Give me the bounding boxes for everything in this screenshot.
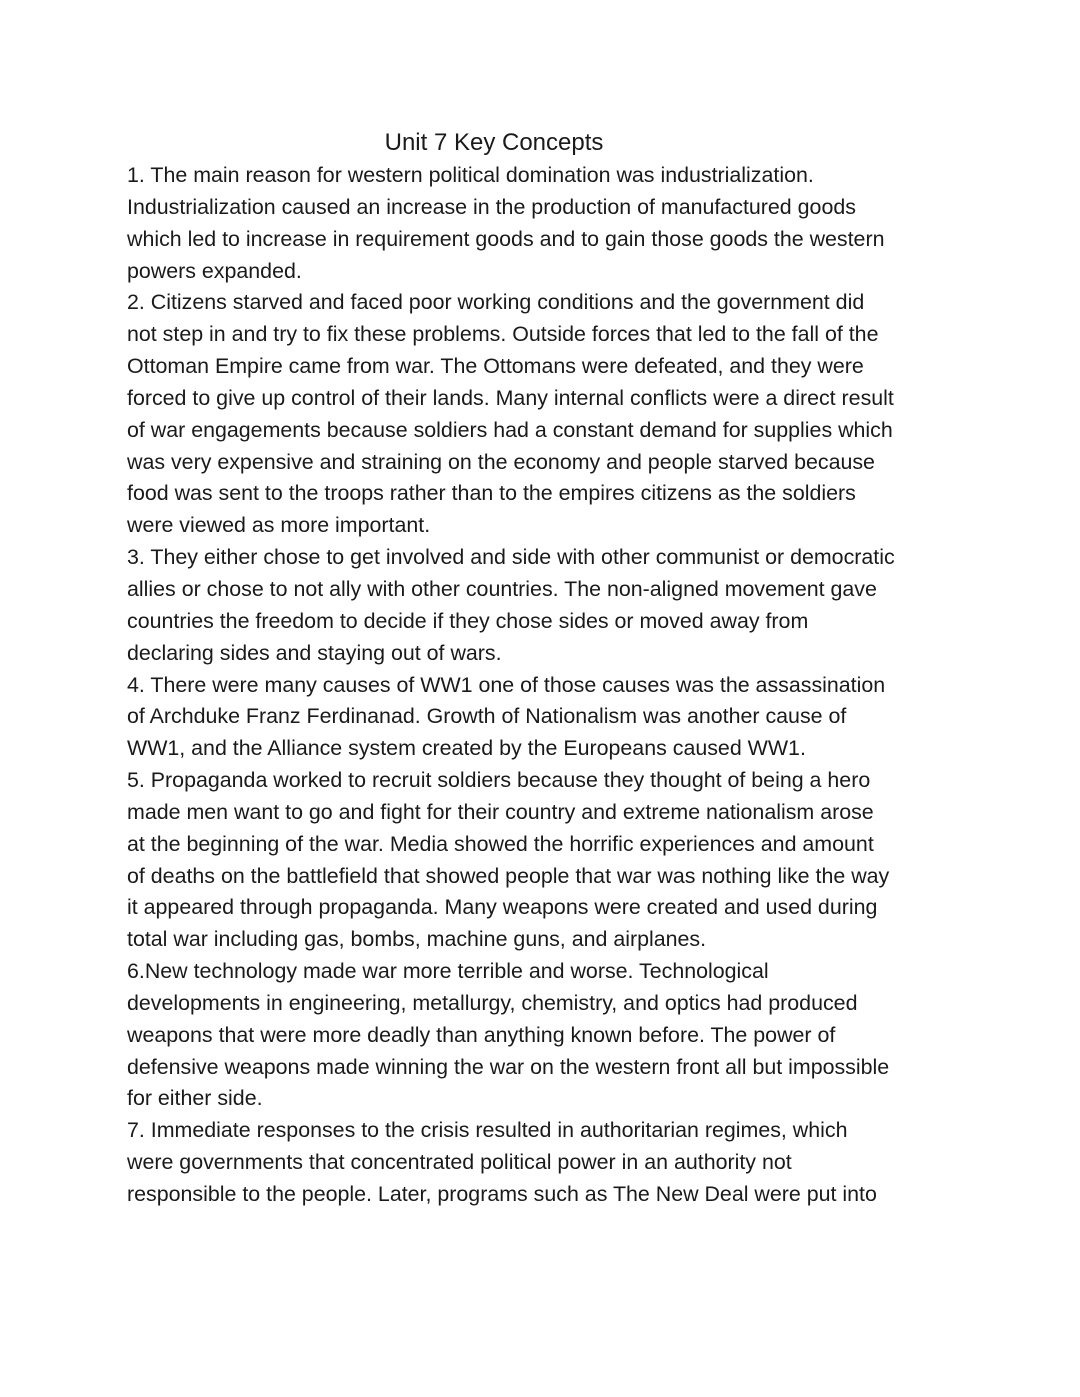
text-line: was very expensive and straining on the economy and people starved because: [127, 449, 875, 474]
text-line: at the beginning of the war. Media showed the horrific experiences and amount: [127, 831, 874, 856]
text-line: declaring sides and staying out of wars.: [127, 640, 502, 665]
text-line: allies or chose to not ally with other countries. The non-aligned movement gave: [127, 576, 877, 601]
text-line: of deaths on the battlefield that showed people that war was nothing like the way: [127, 863, 890, 888]
text-line: 2. Citizens starved and faced poor working conditions and the government did: [127, 290, 865, 315]
text-line: countries the freedom to decide if they chose sides or moved away from: [127, 608, 809, 633]
text-line: made men want to go and fight for their country and extreme nationalism arose: [127, 799, 874, 824]
text-line: 1. The main reason for western political domination was industrialization.: [127, 163, 814, 187]
text-line: for either side.: [127, 1086, 263, 1111]
text-line: not step in and try to fix these problems. Outside forces that led to the fall of the: [127, 322, 879, 347]
text-line: it appeared through propaganda. Many weapons were created and used during: [127, 895, 878, 920]
text-line: 5. Propaganda worked to recruit soldiers because they thought of being a hero: [127, 768, 871, 793]
text-line: 3. They either chose to get involved and side with other communist or democratic: [127, 545, 895, 570]
document-title: Unit 7 Key Concepts: [384, 129, 604, 156]
text-line: were governments that concentrated political power in an authority not: [127, 1150, 792, 1175]
text-line: powers expanded.: [127, 258, 302, 283]
text-line: developments in engineering, metallurgy, chemistry, and optics had produced: [127, 990, 858, 1015]
text-line: responsible to the people. Later, programs such as The New Deal were put into: [127, 1182, 877, 1206]
text-line: weapons that were more deadly than anything known before. The power of: [127, 1022, 836, 1047]
text-line: total war including gas, bombs, machine guns, and airplanes.: [127, 927, 707, 952]
text-line: were viewed as more important.: [127, 513, 431, 538]
text-line: 4. There were many causes of WW1 one of those causes was the assassination: [127, 672, 886, 697]
text-line: Industrialization caused an increase in the production of manufactured goods: [127, 194, 856, 219]
text-line: of war engagements because soldiers had a constant demand for supplies which: [127, 417, 893, 442]
text-line: which led to increase in requirement goods and to gain those goods the western: [127, 226, 885, 251]
text-line: of Archduke Franz Ferdinanad. Growth of Nationalism was another cause of: [127, 704, 847, 729]
text-line: defensive weapons made winning the war on the western front all but impossible: [127, 1054, 890, 1079]
text-line: 6.New technology made war more terrible and worse. Technological: [127, 959, 769, 984]
text-line: food was sent to the troops rather than to the empires citizens as the soldiers: [127, 481, 856, 506]
text-line: forced to give up control of their lands. Many internal conflicts were a direct result: [127, 385, 894, 410]
text-line: 7. Immediate responses to the crisis resulted in authoritarian regimes, which: [127, 1118, 848, 1143]
text-line: WW1, and the Alliance system created by the Europeans caused WW1.: [127, 736, 806, 761]
text-line: Ottoman Empire came from war. The Ottomans were defeated, and they were: [127, 354, 864, 379]
document-body: [127, 160, 957, 1211]
